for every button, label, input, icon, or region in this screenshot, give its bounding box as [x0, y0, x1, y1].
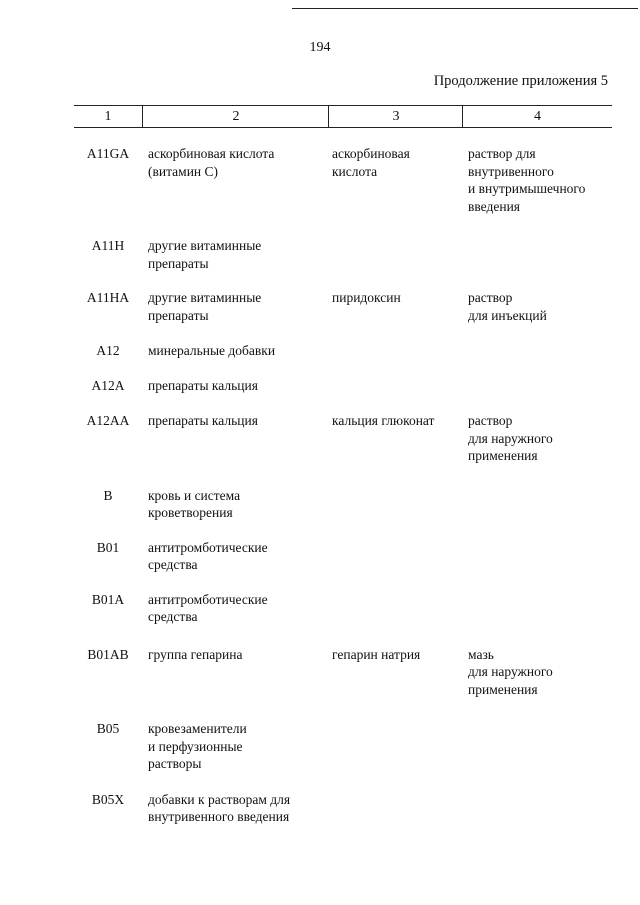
name-cell-line: средства [148, 557, 198, 572]
name-cell-line: кроветворения [148, 505, 233, 520]
name-cell-line: антитромботические [148, 591, 268, 607]
name-cell-line: (витамин С) [148, 163, 219, 179]
name-cell [148, 377, 324, 395]
substance-cell-line: пиридоксин [332, 290, 401, 305]
name-cell-line: другие витаминные [148, 238, 262, 253]
name-cell-line: аскорбиновая кислота [148, 146, 275, 161]
header-col-4: 4 [462, 106, 612, 127]
page-number: 194 [309, 40, 331, 55]
table-row [74, 237, 612, 272]
substance-cell [332, 412, 464, 430]
name-cell [148, 487, 324, 522]
form-cell-line: для инъекций [468, 307, 547, 323]
form-cell-line: введения [468, 198, 521, 214]
header-col-1: 1 [104, 109, 112, 124]
name-cell-line: антитромботические [148, 539, 268, 555]
substance-cell-line: кальция глюконат [332, 413, 435, 428]
table-row [74, 342, 612, 360]
table-row [74, 487, 612, 522]
table-row [74, 539, 612, 574]
header-col-2: 2 [142, 106, 329, 127]
form-cell-line: раствор для [468, 146, 536, 161]
name-cell [148, 791, 324, 826]
code-cell: B01 [96, 539, 120, 555]
name-cell-line: группа гепарина [148, 646, 243, 662]
name-cell-line: препараты [148, 255, 209, 271]
form-cell-line: и внутримышечного [468, 181, 586, 196]
name-cell-line: препараты кальция [148, 413, 258, 428]
code-cell: B05X [91, 791, 125, 807]
code-cell: B05 [96, 721, 120, 736]
table-row [74, 591, 612, 626]
table-header [74, 105, 612, 128]
top-rule [292, 8, 638, 9]
substance-cell [332, 646, 464, 664]
appendix-continuation-title: Продолжение приложения 5 [433, 73, 608, 89]
substance-cell-line: кислота [332, 163, 378, 179]
name-cell-line: кровезаменители [148, 721, 247, 736]
table-row [74, 646, 612, 699]
name-cell [148, 289, 324, 324]
form-cell [468, 412, 612, 465]
form-cell-line: раствор [468, 290, 513, 305]
substance-cell [332, 289, 464, 307]
name-cell [148, 720, 324, 773]
form-cell-line: для наружного [468, 664, 553, 679]
name-cell [148, 646, 324, 664]
name-cell-line: добавки к растворам для [148, 791, 291, 807]
name-cell [148, 342, 324, 360]
table-row [74, 791, 612, 826]
name-cell-line: препараты [148, 307, 209, 323]
form-cell [468, 646, 612, 699]
code-cell: B [103, 487, 113, 503]
code-cell: B01A [91, 591, 125, 607]
code-cell: B01AB [87, 646, 129, 662]
code-cell: A11GA [86, 146, 130, 161]
name-cell-line: средства [148, 609, 198, 624]
substance-cell-line: гепарин натрия [332, 646, 421, 662]
code-cell: A12AA [86, 413, 130, 428]
name-cell-line: растворы [148, 756, 202, 771]
substance-cell [332, 145, 464, 180]
table-row [74, 289, 612, 324]
code-cell: A12A [91, 377, 125, 393]
code-cell: A11HA [86, 290, 130, 305]
name-cell [148, 539, 324, 574]
table-row [74, 377, 612, 395]
form-cell-line: раствор [468, 413, 513, 428]
form-cell-line: внутривенного [468, 163, 554, 179]
name-cell-line: кровь и система [148, 487, 241, 503]
name-cell [148, 145, 324, 180]
name-cell-line: другие витаминные [148, 290, 262, 305]
table-row [74, 145, 612, 215]
form-cell-line: применения [468, 448, 538, 463]
form-cell [468, 145, 612, 215]
code-cell: A12 [96, 343, 120, 358]
form-cell-line: мазь [468, 646, 494, 662]
name-cell-line: внутривенного введения [148, 809, 290, 824]
substance-cell-line: аскорбиновая [332, 146, 410, 161]
header-col-3: 3 [328, 106, 463, 127]
name-cell [148, 412, 324, 430]
name-cell [148, 591, 324, 626]
table-row [74, 720, 612, 773]
code-cell: A11H [91, 238, 125, 253]
name-cell [148, 237, 324, 272]
name-cell-line: препараты кальция [148, 377, 258, 393]
name-cell-line: и перфузионные [148, 738, 243, 754]
form-cell [468, 289, 612, 324]
form-cell-line: применения [468, 681, 538, 697]
form-cell-line: для наружного [468, 430, 553, 446]
table-row [74, 412, 612, 465]
name-cell-line: минеральные добавки [148, 343, 276, 358]
table-body [74, 145, 612, 826]
